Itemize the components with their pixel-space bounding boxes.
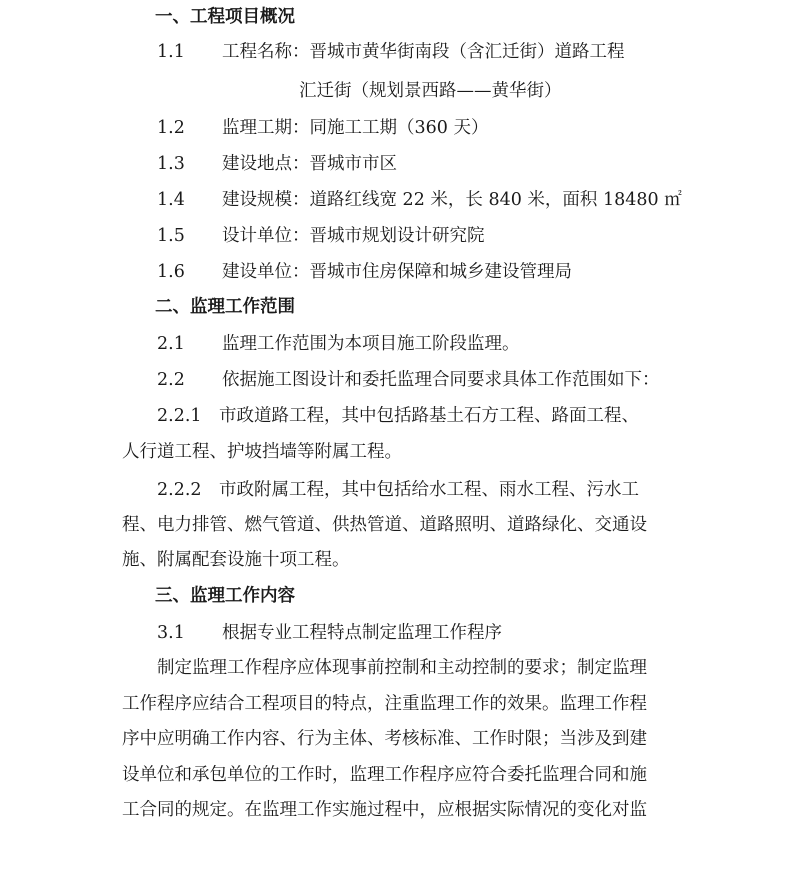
item-text: 监理工期：同施工工期（360 天） [222, 118, 489, 138]
section-2-heading: 二、监理工作范围 [155, 297, 295, 317]
item-2-1 [157, 332, 520, 356]
item-text: 监理工作范围为本项目施工阶段监理。 [222, 334, 520, 354]
item-number: 1.1 [157, 42, 185, 62]
item-1-2 [157, 116, 488, 140]
item-number: 1.5 [157, 226, 185, 246]
paragraph-2-2-2-line-3: 施、附属配套设施十项工程。 [122, 550, 350, 570]
paragraph-2-2-2-line-1: 2.2.2 市政附属工程，其中包括给水工程、雨水工程、污水工 [157, 480, 640, 500]
paragraph-3-1-line-2: 工作程序应结合工程项目的特点，注重监理工作的效果。监理工作程 [122, 694, 647, 714]
section-3-heading: 三、监理工作内容 [155, 586, 295, 606]
item-2-2 [157, 368, 660, 392]
item-1-5 [157, 224, 485, 248]
item-text: 工程名称：晋城市黄华街南段（含汇迁街）道路工程 [222, 42, 625, 62]
item-text: 建设地点：晋城市市区 [222, 154, 397, 174]
item-1-4 [157, 188, 682, 212]
item-number: 1.4 [157, 190, 185, 210]
item-text: 建设规模：道路红线宽 22 米，长 840 米，面积 18480 ㎡ [222, 190, 682, 210]
section-1-heading: 一、工程项目概况 [155, 7, 295, 27]
paragraph-2-2-1-line-1: 2.2.1 市政道路工程，其中包括路基土石方工程、路面工程、 [157, 406, 640, 426]
item-1-6 [157, 260, 572, 284]
paragraph-3-1-line-4: 设单位和承包单位的工作时，监理工作程序应符合委托监理合同和施 [122, 765, 647, 785]
item-number: 2.2 [157, 370, 185, 390]
paragraph-3-1-line-3: 序中应明确工作内容、行为主体、考核标准、工作时限；当涉及到建 [122, 729, 647, 749]
paragraph-3-1-line-5: 工合同的规定。在监理工作实施过程中，应根据实际情况的变化对监 [122, 800, 647, 820]
paragraph-3-1-line-1: 制定监理工作程序应体现事前控制和主动控制的要求；制定监理 [157, 658, 647, 678]
item-1-1 [157, 40, 625, 64]
item-1-1-continuation: 汇迁街（规划景西路——黄华街） [299, 81, 562, 101]
item-number: 1.2 [157, 118, 185, 138]
item-number: 1.6 [157, 262, 185, 282]
paragraph-2-2-2-line-2: 程、电力排管、燃气管道、供热管道、道路照明、道路绿化、交通设 [122, 515, 647, 535]
item-number: 1.3 [157, 154, 185, 174]
item-number: 3.1 [157, 623, 185, 643]
item-number: 2.1 [157, 334, 185, 354]
item-text: 依据施工图设计和委托监理合同要求具体工作范围如下： [222, 370, 660, 390]
item-text: 建设单位：晋城市住房保障和城乡建设管理局 [222, 262, 572, 282]
item-3-1 [157, 621, 502, 645]
item-1-3 [157, 152, 397, 176]
item-text: 设计单位：晋城市规划设计研究院 [222, 226, 485, 246]
paragraph-2-2-1-line-2: 人行道工程、护坡挡墙等附属工程。 [122, 442, 402, 462]
item-text: 根据专业工程特点制定监理工作程序 [222, 623, 502, 643]
